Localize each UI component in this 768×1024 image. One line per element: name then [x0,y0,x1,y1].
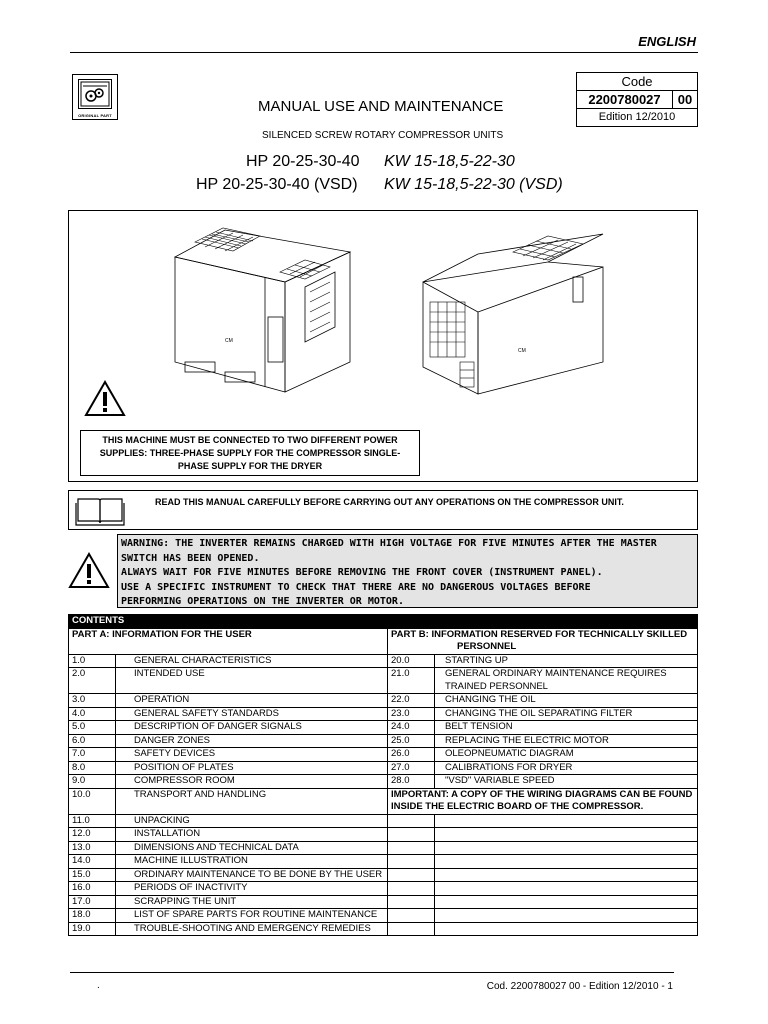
part-a-item: DIMENSIONS AND TECHNICAL DATA [116,841,388,855]
logo-caption: ORIGINAL PART [78,113,112,118]
part-b-item [435,721,698,735]
part-a-number: 3.0 [69,694,116,708]
part-b-number [388,868,435,882]
inverter-warning-line-1: WARNING: THE INVERTER REMAINS CHARGED WITH HIGH VOLTAGE FOR FIVE MINUTES AFTER THE MASTER [121,538,657,549]
part-b-number: 20.0 [388,654,435,668]
part-a-number: 5.0 [69,721,116,735]
part-b-item [435,654,698,668]
manual-title: MANUAL USE AND MAINTENANCE [258,98,504,115]
inverter-warning-line-3: ALWAYS WAIT FOR FIVE MINUTES BEFORE REMOVING THE FRONT COVER (INSTRUMENT PANEL). [121,567,603,578]
read-manual-notice: READ THIS MANUAL CAREFULLY BEFORE CARRYING OUT ANY OPERATIONS ON THE COMPRESSOR UNIT. [155,497,624,507]
svg-text:CM: CM [225,338,233,344]
part-a-item: OPERATION [116,694,388,708]
table-row [69,721,698,735]
part-a-item: COMPRESSOR ROOM [116,775,388,789]
part-a-number: 15.0 [69,868,116,882]
part-b-item [435,814,698,828]
part-a-item: GENERAL SAFETY STANDARDS [116,707,388,721]
part-b-item-text: BELT TENSION [445,721,513,732]
svg-text:CM: CM [518,348,526,354]
part-b-item [435,668,698,694]
part-a-number: 19.0 [69,922,116,936]
edition-label: Edition 12/2010 [598,111,676,123]
part-b-item-text: STARTING UP [445,654,508,666]
part-a-item: TRANSPORT AND HANDLING [116,788,388,814]
table-row [69,922,698,936]
part-b-item-text-2: TRAINED PERSONNEL [445,680,548,692]
part-a-item: LIST OF SPARE PARTS FOR ROUTINE MAINTENANCE [116,909,388,923]
footer-dot: . [97,980,100,991]
part-b-number [388,909,435,923]
inverter-warning-line-2: SWITCH HAS BEEN OPENED. [121,552,260,564]
part-a-item: TROUBLE-SHOOTING AND EMERGENCY REMEDIES [116,922,388,936]
power-warning-line-2: SUPPLIES: THREE-PHASE SUPPLY FOR THE COMPRESSOR SINGLE- [99,448,401,458]
part-b-item-text: REPLACING THE ELECTRIC MOTOR [445,734,609,746]
part-a-item: SAFETY DEVICES [116,748,388,762]
power-supply-warning [80,430,420,476]
table-row [69,775,698,789]
inverter-warning-triangle-icon [68,552,110,590]
warning-triangle-icon [84,380,126,418]
compressor-front-illustration [165,222,355,397]
model-hp-1: HP 20-25-30-40 [246,153,360,170]
table-row [69,748,698,762]
manual-subtitle: SILENCED SCREW ROTARY COMPRESSOR UNITS [262,130,504,141]
part-b-number: 27.0 [388,761,435,775]
wiring-note-line-1: IMPORTANT: A COPY OF THE WIRING DIAGRAMS CAN BE FOUND [391,788,693,800]
part-b-item [435,707,698,721]
part-b-number: 26.0 [388,748,435,762]
table-row [69,855,698,869]
part-b-heading-line-1: PART B: INFORMATION RESERVED FOR TECHNICALLY SKILLED [391,628,688,640]
code-number: 2200780027 [577,91,673,108]
table-row [69,788,698,814]
part-a-number: 13.0 [69,841,116,855]
table-row [69,668,698,694]
part-a-item: UNPACKING [116,814,388,828]
part-b-number: 24.0 [388,721,435,735]
part-a-number: 2.0 [69,668,116,694]
part-b-item [435,828,698,842]
part-b-number [388,922,435,936]
table-row [69,868,698,882]
part-a-item: DANGER ZONES [116,734,388,748]
part-b-item-text: CALIBRATIONS FOR DRYER [445,761,573,773]
part-b-number: 23.0 [388,707,435,721]
part-b-item [435,734,698,748]
code-box [576,72,698,127]
model-hp-2: HP 20-25-30-40 (VSD) [196,176,358,193]
part-b-item [435,909,698,923]
part-a-item: PERIODS OF INACTIVITY [116,882,388,896]
table-row [69,761,698,775]
part-a-number: 1.0 [69,654,116,668]
table-row [69,841,698,855]
open-book-icon [74,495,126,527]
part-b-item-text: CHANGING THE OIL SEPARATING FILTER [445,707,633,719]
part-a-item: INSTALLATION [116,828,388,842]
part-b-item [435,761,698,775]
gears-icon [78,79,112,109]
part-b-item [435,841,698,855]
part-b-number: 25.0 [388,734,435,748]
part-b-item [435,922,698,936]
part-b-item-text: OLEOPNEUMATIC DIAGRAM [445,748,574,759]
top-rule [70,52,698,53]
part-b-item [435,775,698,789]
contents-heading: CONTENTS [69,615,698,629]
part-a-number: 7.0 [69,748,116,762]
part-a-number: 8.0 [69,761,116,775]
wiring-note-line-2: INSIDE THE ELECTRIC BOARD OF THE COMPRESSOR. [391,801,644,812]
part-a-number: 10.0 [69,788,116,814]
part-b-number [388,882,435,896]
part-a-number: 6.0 [69,734,116,748]
part-a-number: 17.0 [69,895,116,909]
original-part-logo [72,74,118,120]
compressor-side-illustration [418,222,608,397]
table-row [69,734,698,748]
language-label: ENGLISH [638,34,696,49]
part-a-number: 14.0 [69,855,116,869]
part-a-heading: PART A: INFORMATION FOR THE USER [69,628,388,654]
part-a-number: 11.0 [69,814,116,828]
part-b-item [435,694,698,708]
part-b-number: 21.0 [388,668,435,694]
part-a-number: 16.0 [69,882,116,896]
part-a-item: INTENDED USE [116,668,388,694]
contents-table [68,614,698,936]
footer-code: Cod. 2200780027 00 - Edition 12/2010 - 1 [486,981,673,992]
part-b-number: 22.0 [388,694,435,708]
part-a-item: MACHINE ILLUSTRATION [116,855,388,869]
part-b-number [388,814,435,828]
part-a-item: DESCRIPTION OF DANGER SIGNALS [116,721,388,735]
table-row [69,814,698,828]
part-b-item-text: "VSD" VARIABLE SPEED [445,775,555,786]
code-revision: 00 [677,92,693,107]
wiring-diagram-note [388,788,698,814]
part-b-item [435,895,698,909]
power-warning-line-1: THIS MACHINE MUST BE CONNECTED TO TWO DIFFERENT POWER [102,435,398,445]
part-a-item: GENERAL CHARACTERISTICS [116,654,388,668]
inverter-warning-line-5: PERFORMING OPERATIONS ON THE INVERTER OR MOTOR. [121,596,404,607]
part-a-number: 4.0 [69,707,116,721]
inverter-warning-box [117,534,698,608]
code-label: Code [577,73,697,91]
part-a-number: 18.0 [69,909,116,923]
part-b-heading [388,628,698,654]
power-warning-line-3: PHASE SUPPLY FOR THE DRYER [177,461,323,471]
part-b-item [435,882,698,896]
part-b-item-text: CHANGING THE OIL [445,694,536,705]
part-b-number [388,841,435,855]
table-row [69,654,698,668]
part-a-item: SCRAPPING THE UNIT [116,895,388,909]
part-b-heading-line-2: PERSONNEL [457,641,517,652]
part-b-item [435,868,698,882]
part-b-number [388,828,435,842]
table-row [69,895,698,909]
part-a-number: 12.0 [69,828,116,842]
inverter-warning-line-4: USE A SPECIFIC INSTRUMENT TO CHECK THAT THERE ARE NO DANGEROUS VOLTAGES BEFORE [121,581,591,593]
part-a-number: 9.0 [69,775,116,789]
model-kw-2: KW 15-18,5-22-30 (VSD) [384,176,563,193]
table-row [69,694,698,708]
part-b-number [388,855,435,869]
part-b-number [388,895,435,909]
part-b-number: 28.0 [388,775,435,789]
bottom-rule [70,972,674,973]
part-b-item [435,748,698,762]
part-b-item-text: GENERAL ORDINARY MAINTENANCE REQUIRES [445,668,667,679]
read-manual-notice-box [68,490,698,530]
model-kw-1: KW 15-18,5-22-30 [384,153,515,170]
table-row [69,828,698,842]
table-row [69,909,698,923]
table-row [69,882,698,896]
part-a-item: ORDINARY MAINTENANCE TO BE DONE BY THE USER [116,868,388,882]
part-a-item: POSITION OF PLATES [116,761,388,775]
table-row [69,707,698,721]
part-b-item [435,855,698,869]
